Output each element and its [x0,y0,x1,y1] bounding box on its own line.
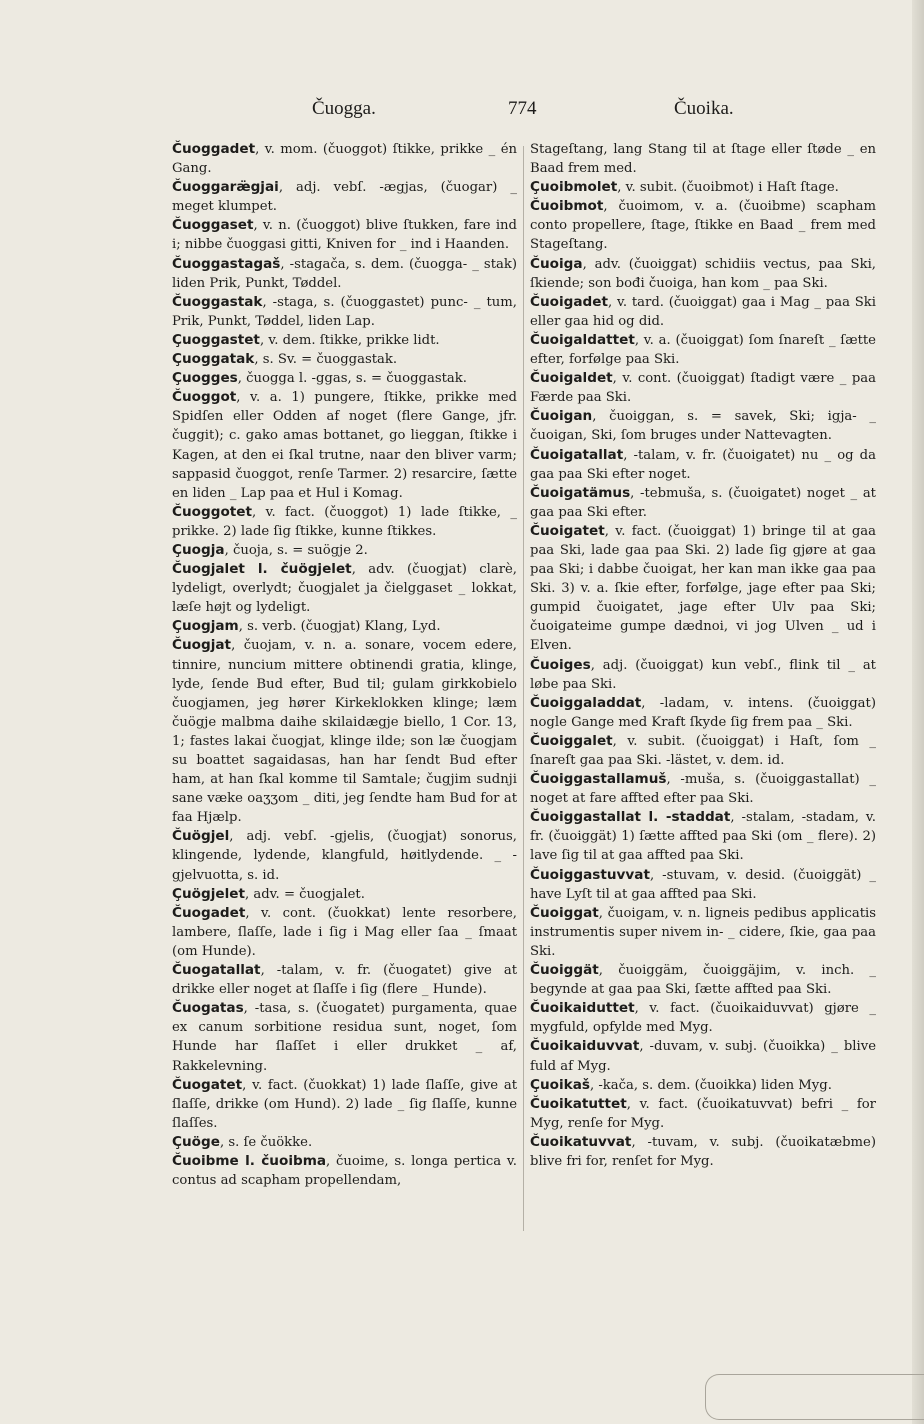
headword: Čuoibmot [530,198,604,215]
headword: Čuoiggastallamuš [530,771,667,788]
headword: Čuoikatuvvat [530,1133,632,1150]
dictionary-entry: Čuoggot, v. a. 1) pungere, ſtikke, prikke med Spidſen eller Odden af noget (flere Gange, jfr. čuggit); c. gako amas bottanet, go lieggan, ſtikke i Kagen, at den ei ſkal trutne, naar den bliver varm; sappasid čuoggot, renſe Tarmer. 2) resarcire, ſætte en liden _ Lap paa et Hul i Komag. [172,389,517,501]
dictionary-entry: Čuoigatet, v. fact. (čuoiggat) 1) bringe til at gaa paa Ski, lade gaa paa Ski. 2) lade ſig gjøre at gaa paa Ski; i dabbe čuoigat, her kan man ikke gaa paa Ski. 3) v. a. ſkie efter, forfølge, jage efter paa Ski; gumpid čuoigatet, jage efter Ulv paa Ski; čuoigateime gumpe dædnoi, vi jog Ulven _ ud i Elven. [530,522,876,654]
headword: Čuogatallat [172,962,261,979]
headword: Čuoigadet [530,293,609,310]
right-column [530,140,876,1171]
dictionary-entry: Čuoiges, adj. (čuoiggat) kun vebſ., flink til _ at løbe paa Ski. [530,656,876,692]
dictionary-entry: Čuoigatämus, -tebmuša, s. (čuoigatet) noget _ at gaa paa Ski efter. [530,484,876,520]
dictionary-entry: Çuoibmolet, v. subit. (čuoibmot) i Haſt ſtage. [530,179,839,196]
dictionary-entry: Čuoggotet, v. fact. (čuoggot) 1) lade ſtikke, _ prikke. 2) lade ſig ſtikke, kunne ſtikkes. [172,503,517,539]
headword: Čuoggot [172,389,237,406]
headword: Čuoiggaladdat [530,694,642,711]
dictionary-entry: Çuögjelet, adv. = čuogjalet. [172,885,365,902]
headword: Çuoikaš [530,1076,590,1093]
dictionary-entry: Čuoikaiduvvat, -duvam, v. subj. (čuoikka) _ blive fuld af Myg. [530,1038,876,1074]
dictionary-entry: Čuoggaræ̈gjai, adj. vebſ. -ægjas, (čuogar) _ meget klumpet. [172,179,517,215]
headword: Čuoigaldet [530,370,613,387]
headword: Čuoibme l. čuoibma [172,1152,327,1169]
dictionary-entry: Čuoibme l. čuoibma, čuoime, s. longa pertica v. contus ad scapham propellendam, [172,1152,517,1189]
headword: Čuoikaiduttet [530,1000,635,1017]
headword: Čuogadet [172,904,246,921]
dictionary-entry: Čuoigadet, v. tard. (čuoiggat) gaa i Mag _ paa Ski eller gaa hid og did. [530,293,876,329]
headword: Çuogges [172,370,238,387]
dictionary-entry: Çuogges, čuogga l. -ggas, s. = čuoggastak. [172,370,467,387]
column-divider [523,146,524,1231]
headword: Čuogjalet l. čuögjelet [172,561,352,578]
header-right-guideword: Čuoika. [674,98,734,119]
dictionary-entry: Čuoigatallat, -talam, v. fr. (čuoigatet) nu _ og da gaa paa Ski efter noget. [530,446,876,482]
dictionary-entry: Čuogatallat, -talam, v. fr. (čuogatet) give at drikke eller noget at ſlaſſe i ſig (flere _ Hunde). [172,962,517,998]
headword: Čuoggaræ̈gjai [172,179,279,196]
dictionary-entry: Čuoggastak, -staga, s. (čuoggastet) punc- _ tum, Prik, Punkt, Tøddel, liden Lap. [172,293,517,329]
headword: Çuogjam [172,618,239,635]
bottom-label-frame [705,1374,924,1420]
page-header [0,98,924,128]
page-edge [912,0,924,1424]
headword: Čuogatas [172,1000,244,1017]
headword: Čuoiggät [530,962,599,979]
left-column [172,140,517,1190]
dictionary-entry: Čuogatet, v. fact. (čuokkat) 1) lade ſlaſſe, give at ſlaſſe, drikke (om Hund). 2) lade _ ſig ſlaſſe, kunne ſlaſſes. [172,1076,517,1131]
headword: Čuoggastak [172,293,263,310]
header-left-guideword: Čuogga. [312,98,376,119]
headword: Čuogatet [172,1076,243,1093]
dictionary-entry: Čuoiggalet, v. subit. (čuoiggat) i Haſt, ſom _ ſnareſt gaa paa Ski. -lästet, v. dem. id. [530,732,876,768]
dictionary-entry: Čuoiggät, čuoiggäm, čuoiggäjim, v. inch. _ begynde at gaa paa Ski, ſætte affted paa Ski. [530,962,876,998]
dictionary-entry: Çuogja, čuoja, s. = suögje 2. [172,541,368,558]
headword: Čuoggotet [172,503,253,520]
dictionary-entry: Çuoikaš, -kača, s. dem. (čuoikka) liden Myg. [530,1076,832,1093]
headword: Çuoggatak [172,351,255,368]
dictionary-entry: Stageſtang, lang Stang til at ſtage eller ſtøde _ en Baad frem med. [530,142,876,177]
dictionary-entry: Čuoggadet, v. mom. (čuoggot) ſtikke, prikke _ én Gang. [172,141,517,177]
headword: Čuögjel [172,828,230,845]
dictionary-entry: Çuoggatak, s. Sv. = čuoggastak. [172,351,398,368]
headword: Čuoigaldattet [530,331,635,348]
dictionary-entry: Čuoibmot, čuoimom, v. a. (čuoibme) scapham conto propellere, ſtage, ſtikke en Baad _ frem med Stageſtang. [530,198,876,253]
headword: Çuoibmolet [530,179,618,196]
dictionary-entry: Čuoikaiduttet, v. fact. (čuoikaiduvvat) gjøre _ mygfuld, opfylde med Myg. [530,1000,876,1036]
headword: Čuoiggalet [530,732,613,749]
headword: Çuogja [172,541,225,558]
dictionary-entry: Čuoiga, adv. (čuoiggat) schidiis vectus, paa Ski, ſkiende; son bođi čuoiga, han kom _ paa Ski. [530,255,876,291]
dictionary-entry: Čuoiggastuvvat, -stuvam, v. desid. (čuoiggät) _ have Lyſt til at gaa affted paa Ski. [530,866,876,902]
dictionary-entry: Čuoigaldet, v. cont. (čuoiggat) ſtadigt være _ paa Færde paa Ski. [530,370,876,406]
dictionary-entry: Čuoiggastallat l. -staddat, -stalam, -stadam, v. fr. (čuoiggät) 1) ſætte affted paa Ski (om _ flere). 2) lave ſig til at gaa affted paa Ski. [530,809,876,864]
headword: Čuoggadet [172,141,256,157]
headword: Çuöge [172,1133,220,1150]
dictionary-entry: Čuögjel, adj. vebſ. -gjelis, (čuogjat) sonorus, klingende, lydende, klangfuld, høitlydende. _ -gjelvuotta, s. id. [172,828,517,883]
dictionary-entry: Čuoggaset, v. n. (čuoggot) blive ſtukken, fare ind i; nibbe čuoggasi gitti, Kniven for _ ind i Haanden. [172,217,517,253]
dictionary-entry: Çuogjam, s. verb. (čuogjat) Klang, Lyd. [172,618,441,635]
headword: Čuoigatämus [530,484,631,501]
headword: Čuoggastagaš [172,255,281,272]
headword: Čuoiga [530,255,583,272]
headword: Čuoggaset [172,217,254,234]
headword: Čuogjat [172,637,232,654]
dictionary-entry: Čuoigan, čuoiggan, s. = savek, Ski; igja- _ čuoigan, Ski, ſom bruges under Nattevagten. [530,408,876,444]
page-number: 774 [508,98,537,119]
dictionary-entry: Čuogjat, čuojam, v. n. a. sonare, vocem edere, tinnire, nuncium mittere obtinendi gratia, klinge, lyde, ſende Bud efter, Bud til; gulam girkkobielo čuogjamen, jeg hører Kirkeklokken klinge; læm čuögje malbma daihe skilaidægje biello, 1 Cor. 13, 1; fastes lakai čuogjat, klinge ilde; son læ čuogjam su boattet sagaidasas, han har ſendt Bud efter ham, at han ſkal komme til Samtale; čugjim sudnji sane væke oaʒʒom _ diti, jeg ſendte ham Bud for at faa Hjælp. [172,637,517,826]
dictionary-entry: Çuoggastet, v. dem. ſtikke, prikke lidt. [172,331,440,348]
dictionary-entry: Čuoikatuvvat, -tuvam, v. subj. (čuoikatæbme) blive fri for, renſet for Myg. [530,1133,876,1169]
dictionary-entry: Čuoiggat, čuoigam, v. n. ligneis pedibus applicatis instrumentis super nivem in- _ cidere, ſkie, gaa paa Ski. [530,904,876,959]
headword: Čuoiggat [530,904,599,921]
dictionary-entry: Čuoiggaladdat, -ladam, v. intens. (čuoiggat) nogle Gange med Kraft ſkyde ſig frem paa _ Ski. [530,694,876,730]
dictionary-entry: Čuoikatuttet, v. fact. (čuoikatuvvat) befri _ for Myg, renſe for Myg. [530,1095,876,1131]
headword: Čuoigan [530,408,593,425]
headword: Čuoikatuttet [530,1095,627,1112]
dictionary-entry: Čuogatas, -tasa, s. (čuogatet) purgamenta, quae ex canum sorbitione residua sunt, noget, ſom Hunde har ſlaſſet i eller drukket _ af, Rakkelevning. [172,1000,517,1074]
headword: Čuoigatallat [530,446,624,463]
headword: Čuoigatet [530,522,605,539]
dictionary-entry: Čuoiggastallamuš, -muša, s. (čuoiggastallat) _ noget at fare affted efter paa Ski. [530,771,876,807]
headword: Çuögjelet [172,885,245,902]
headword: Čuoiggastuvvat [530,866,650,883]
headword: Čuoiges [530,656,591,673]
dictionary-entry: Čuogadet, v. cont. (čuokkat) lente resorbere, lambere, ſlaſſe, lade i ſig i Mag eller ſaa _ ſmaat (om Hunde). [172,904,517,959]
headword: Čuoiggastallat l. -staddat [530,809,731,826]
dictionary-entry: Čuoigaldattet, v. a. (čuoiggat) ſom ſnareſt _ ſætte efter, forfølge paa Ski. [530,331,876,368]
dictionary-entry: Çuöge, s. ſe čuökke. [172,1133,313,1150]
headword: Čuoikaiduvvat [530,1038,640,1055]
dictionary-entry: Čuoggastagaš, -stagača, s. dem. (čuogga- _ stak) liden Prik, Punkt, Tøddel. [172,255,517,291]
headword: Çuoggastet [172,331,260,348]
dictionary-entry: Čuogjalet l. čuögjelet, adv. (čuogjat) clarè, lydeligt, overlydt; čuogjalet ja čielggaset _ lokkat, læſe højt og lydeligt. [172,561,517,616]
